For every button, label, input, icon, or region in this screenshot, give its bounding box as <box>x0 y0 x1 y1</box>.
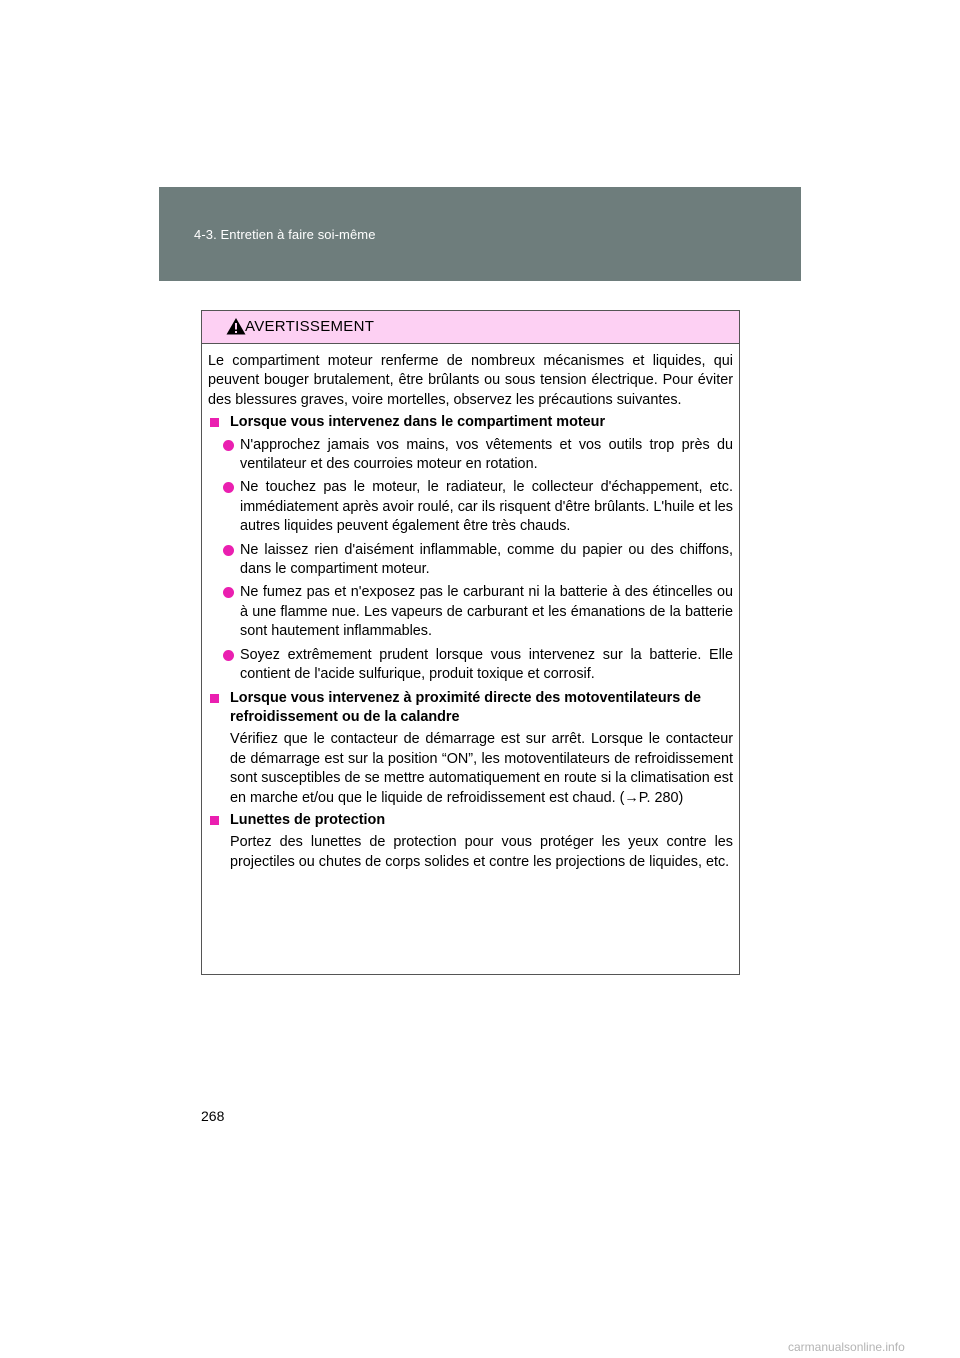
section-title: 4-3. Entretien à faire soi-même <box>194 227 376 242</box>
round-bullet-icon <box>223 545 234 556</box>
round-bullet-icon <box>223 482 234 493</box>
section-paragraph: Vérifiez que le contacteur de démarrage est sur arrêt. Lorsque le contacteur de démarrage est sur la position “ON”, les motoventilateurs de refroidissement sont susceptibles de se mettre automatiquement en route si la climatisation est en marche et/ou que le liquide de refroidissement est chaud. (→P. 280) <box>230 731 733 806</box>
section-heading-text: Lunettes de protection <box>230 811 386 828</box>
list-item <box>208 541 733 580</box>
square-bullet-icon <box>210 816 219 825</box>
warning-intro: Le compartiment moteur renferme de nombreux mécanismes et liquides, qui peuvent bouger brutalement, être brûlants ou sous tension électrique. Pour éviter des blessures graves, voire mortelles, observez les précautions suivantes. <box>208 353 733 408</box>
list-item-text: Ne touchez pas le moteur, le radiateur, le collecteur d'échappement, etc. immédiatement après avoir roulé, car ils risquent d'être brûlants. L'huile et les autres liquides peuvent également être très chauds. <box>240 479 733 535</box>
square-bullet-icon <box>210 694 219 703</box>
list-item <box>208 646 733 685</box>
warning-body <box>202 344 739 872</box>
round-bullet-icon <box>223 587 234 598</box>
section-header-band <box>159 187 801 281</box>
section-heading <box>208 689 733 728</box>
list-item <box>208 478 733 536</box>
list-item-text: N'approchez jamais vos mains, vos vêtements et vos outils trop près du ventilateur et des courroies moteur en rotation. <box>240 436 733 473</box>
list-item <box>208 583 733 641</box>
square-bullet-icon <box>210 418 219 427</box>
list-item-text: Soyez extrêmement prudent lorsque vous intervenez sur la batterie. Elle contient de l'acide sulfurique, produit toxique et corrosif. <box>240 646 733 683</box>
list-item <box>208 436 733 475</box>
watermark: carmanualsonline.info <box>788 1340 905 1354</box>
warning-header <box>202 311 739 344</box>
section-heading <box>208 811 733 830</box>
section-heading-text: Lorsque vous intervenez à proximité directe des motoventilateurs de refroidissement ou de la calandre <box>230 689 702 725</box>
page-number: 268 <box>201 1108 225 1124</box>
warning-box <box>201 310 740 975</box>
section-paragraph: Portez des lunettes de protection pour vous protéger les yeux contre les projectiles ou chutes de corps solides et contre les projections de liquides, etc. <box>230 834 733 870</box>
list-item-text: Ne fumez pas et n'exposez pas le carburant ni la batterie à des étincelles ou à une flamme nue. Les vapeurs de carburant et les émanations de la batterie sont hautement inflammables. <box>240 584 733 640</box>
warning-triangle-icon <box>226 317 246 335</box>
section-heading-text: Lorsque vous intervenez dans le compartiment moteur <box>230 414 606 431</box>
round-bullet-icon <box>223 650 234 661</box>
round-bullet-icon <box>223 440 234 451</box>
section-heading <box>208 413 733 432</box>
warning-title: AVERTISSEMENT <box>245 318 375 335</box>
list-item-text: Ne laissez rien d'aisément inflammable, comme du papier ou des chiffons, dans le compartiment moteur. <box>240 541 733 578</box>
